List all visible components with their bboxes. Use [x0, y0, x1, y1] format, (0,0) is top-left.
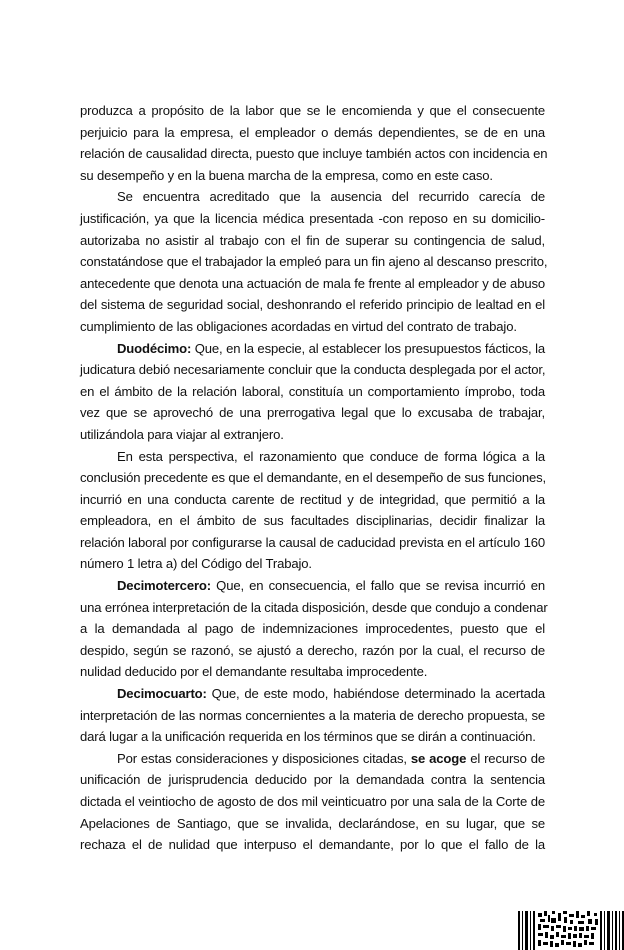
- text-line: conclusión precedente es que el demandante, en el desempeño de sus funciones,: [80, 470, 546, 486]
- paragraph: [80, 100, 548, 186]
- text-line: a la demandada al pago de indemnizaciones improcedentes, puesto que el: [80, 621, 545, 637]
- text-line: despido, según se razonó, se ajustó a derecho, razón por la cual, el recurso de: [80, 642, 545, 658]
- text-line: constatándose que el trabajador la empleó para un fin ajeno al descanso prescrito,: [80, 254, 548, 270]
- text-line: Se encuentra acreditado que la ausencia del recurrido carecía de: [117, 189, 545, 205]
- paragraph-decimocuarto: [80, 683, 545, 748]
- text-line: Apelaciones de Santiago, que se invalida, declarándose, en su lugar, que se: [80, 815, 545, 831]
- text-line: En esta perspectiva, el razonamiento que conduce de forma lógica a la: [117, 448, 545, 464]
- text-line: en el ámbito de la relación laboral, constituía un comportamiento ímprobo, toda: [80, 383, 545, 399]
- paragraph-resolution: [80, 748, 545, 856]
- text-line: Decimotercero: Que, en consecuencia, el fallo que se revisa incurrió en: [117, 578, 545, 594]
- text-line: cumplimiento de las obligaciones acordadas en virtud del contrato de trabajo.: [80, 318, 517, 334]
- text-line: Duodécimo: Que, en la especie, al establecer los presupuestos fácticos, la: [117, 340, 545, 356]
- text-line: judicatura debió necesariamente concluir que la conducta desplegada por el actor,: [80, 362, 546, 378]
- text-line: vez que se aprovechó de una prerrogativa legal que lo excusaba de trabajar,: [80, 405, 545, 421]
- paragraph: [80, 446, 545, 576]
- text-line: dará lugar a la unificación requerida en los términos que se dirán a continuación.: [80, 729, 536, 745]
- text-line: produzca a propósito de la labor que se le encomienda y que el consecuente: [80, 103, 545, 118]
- text-line: rechaza el de nulidad que interpuso el demandante, por lo que el fallo de la: [80, 837, 545, 853]
- text-line: del sistema de seguridad social, deshonrando el referido principio de lealtad en el: [80, 297, 545, 313]
- text-line: una errónea interpretación de la citada disposición, desde que condujo a condenar: [80, 599, 548, 615]
- text-line: dictada el veintiocho de agosto de dos mil veinticuatro por una sala de la Corte de: [80, 794, 545, 809]
- paragraph-decimotercero: [80, 575, 548, 683]
- paragraph: [80, 186, 548, 337]
- barcode-verification-code: [518, 911, 624, 950]
- text-line: Por estas consideraciones y disposiciones citadas, se acoge el recurso de: [117, 750, 545, 766]
- text-line: utilizándola para viajar al extranjero.: [80, 426, 284, 442]
- text-line: incurrió en una conducta carente de rectitud y de integridad, que permitió a la: [80, 491, 545, 507]
- text-line: unificación de jurisprudencia deducido por la demandada contra la sentencia: [80, 772, 545, 788]
- text-line: perjuicio para la empresa, el empleador o demás dependientes, se de en una: [80, 124, 545, 140]
- text-line: autorizaba no asistir al trabajo con el fin de superar su contingencia de salud,: [80, 232, 545, 248]
- text-line: empleadora, en el ámbito de sus facultades disciplinarias, decidir finalizar la: [80, 513, 545, 529]
- resolution-emphasis: se acoge: [410, 750, 467, 766]
- text-line: antecedente que denota una actuación de mala fe frente al empleador y de abuso: [80, 275, 545, 291]
- text-line: relación laboral por configurarse la causal de caducidad prevista en el artículo 160: [80, 534, 545, 550]
- text-line: Decimocuarto: Que, de este modo, habiéndose determinado la acertada: [117, 686, 545, 702]
- text-line: relación de causalidad directa, puesto que incluye también actos con incidencia en: [80, 146, 548, 162]
- text-line: nulidad deducido por el demandante resultaba improcedente.: [80, 664, 428, 680]
- text-line: justificación, ya que la licencia médica presentada -con reposo en su domicilio-: [80, 210, 545, 226]
- section-heading: Duodécimo:: [117, 340, 192, 356]
- document-page: [80, 100, 548, 856]
- section-heading: Decimotercero:: [117, 578, 211, 594]
- text-line: interpretación de las normas concernientes a la materia de derecho propuesta, se: [80, 707, 545, 723]
- text-line: su desempeño y en la buena marcha de la empresa, como en este caso.: [80, 167, 493, 183]
- text-line: número 1 letra a) del Código del Trabajo.: [80, 556, 312, 572]
- section-heading: Decimocuarto:: [117, 686, 207, 702]
- paragraph-duodecimo: [80, 338, 545, 446]
